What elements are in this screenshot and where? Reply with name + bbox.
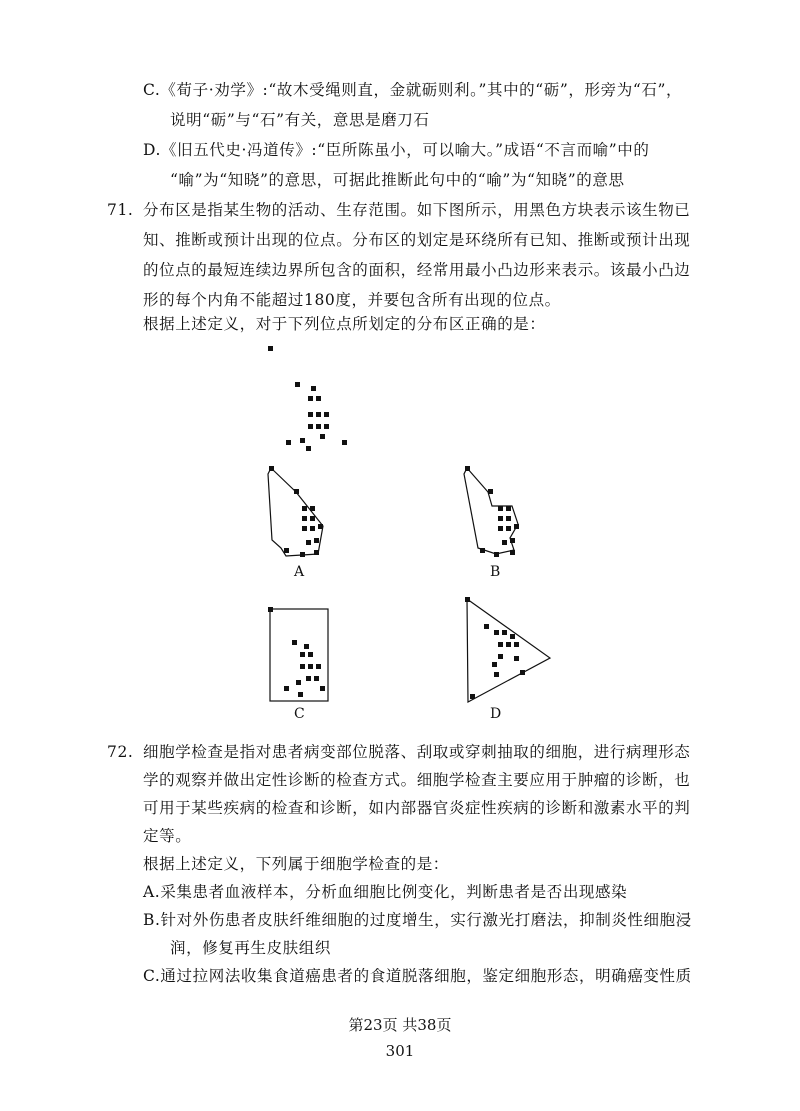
q71-text-line1: 分布区是指某生物的活动、生存范围。如下图所示，用黑色方块表示该生物已 <box>143 201 691 219</box>
site-point-marker <box>314 550 319 555</box>
site-point-marker <box>295 382 300 387</box>
site-point-marker <box>506 642 511 647</box>
site-point-marker <box>304 644 309 649</box>
site-point-marker <box>510 538 515 543</box>
site-point-marker <box>308 652 313 657</box>
q72-number: 72. <box>107 743 134 761</box>
page-number: 301 <box>385 1042 415 1060</box>
site-point-marker <box>316 396 321 401</box>
site-point-marker <box>306 676 311 681</box>
site-point-marker <box>284 548 289 553</box>
option-d-hull <box>467 599 550 702</box>
site-point-marker <box>465 466 470 471</box>
site-point-marker <box>292 640 297 645</box>
q71-option-d-figure <box>458 594 558 704</box>
site-point-marker <box>316 424 321 429</box>
original-points <box>268 346 347 451</box>
site-point-marker <box>308 664 313 669</box>
site-point-marker <box>498 526 503 531</box>
option-a-label: A <box>294 564 305 580</box>
q72-text-line2: 学的观察并做出定性诊断的检查方式。细胞学检查主要应用于肿瘤的诊断，也 <box>143 771 691 789</box>
site-point-marker <box>498 654 503 659</box>
q72-text-line1: 细胞学检查是指对患者病变部位脱落、刮取或穿刺抽取的细胞，进行病理形态 <box>143 743 691 761</box>
site-point-marker <box>498 516 503 521</box>
site-point-marker <box>465 597 470 602</box>
site-point-marker <box>268 607 273 612</box>
site-point-marker <box>269 466 274 471</box>
q71-text-line2: 知、推断或预计出现的位点。分布区的划定是环绕所有已知、推断或预计出现 <box>143 231 691 249</box>
site-point-marker <box>502 630 507 635</box>
site-point-marker <box>302 516 307 521</box>
site-point-marker <box>302 506 307 511</box>
q71-option-c-figure <box>262 604 342 704</box>
site-point-marker <box>324 424 329 429</box>
site-point-marker <box>320 686 325 691</box>
q70-option-d-line1: D.《旧五代史·冯道传》:“臣所陈虽小，可以喻大。”成语“不言而喻”中的 <box>143 141 650 159</box>
site-point-marker <box>506 506 511 511</box>
site-point-marker <box>300 664 305 669</box>
site-point-marker <box>494 630 499 635</box>
site-point-marker <box>506 516 511 521</box>
site-point-marker <box>314 676 319 681</box>
site-point-marker <box>300 552 305 557</box>
q72-question: 根据上述定义，下列属于细胞学检查的是： <box>143 855 449 873</box>
site-point-marker <box>314 538 319 543</box>
site-point-marker <box>268 346 273 351</box>
q71-option-a-figure <box>262 462 342 562</box>
q70-option-c-line2: 说明“砺”与“石”有关，意思是磨刀石 <box>170 111 430 129</box>
q70-option-c-line1: C.《荀子·劝学》:“故木受绳则直，金就砺则利。”其中的“砺”，形旁为“石”， <box>143 81 683 99</box>
site-point-marker <box>514 524 519 529</box>
site-point-marker <box>310 516 315 521</box>
site-point-marker <box>470 694 475 699</box>
site-point-marker <box>492 662 497 667</box>
site-point-marker <box>506 526 511 531</box>
site-point-marker <box>316 412 321 417</box>
site-point-marker <box>296 680 301 685</box>
site-point-marker <box>480 548 485 553</box>
site-point-marker <box>310 506 315 511</box>
site-point-marker <box>310 526 315 531</box>
site-point-marker <box>308 396 313 401</box>
site-point-marker <box>498 642 503 647</box>
site-point-marker <box>300 652 305 657</box>
page-indicator: 第23页 共38页 <box>348 1016 452 1034</box>
site-point-marker <box>488 489 493 494</box>
q72-option-c: C.通过拉网法收集食道癌患者的食道脱落细胞，鉴定细胞形态，明确癌变性质 <box>143 967 692 985</box>
site-point-marker <box>494 672 499 677</box>
q72-text-line3: 可用于某些疾病的检查和诊断，如内部器官炎症性疾病的诊断和激素水平的判 <box>143 799 691 817</box>
q71-number: 71. <box>107 201 134 219</box>
site-point-marker <box>498 506 503 511</box>
site-point-marker <box>308 412 313 417</box>
option-b-label: B <box>490 564 501 580</box>
site-point-marker <box>502 540 507 545</box>
site-point-marker <box>484 624 489 629</box>
site-point-marker <box>520 670 525 675</box>
site-point-marker <box>294 489 299 494</box>
site-point-marker <box>311 386 316 391</box>
q72-text-line4: 定等。 <box>143 827 192 845</box>
q71-question: 根据上述定义，对于下列位点所划定的分布区正确的是： <box>143 315 546 333</box>
q72-option-b-line1: B.针对外伤患者皮肤纤维细胞的过度增生，实行激光打磨法，抑制炎性细胞浸 <box>143 911 692 929</box>
site-point-marker <box>494 552 499 557</box>
option-d-label: D <box>490 706 502 722</box>
site-point-marker <box>514 642 519 647</box>
site-point-marker <box>510 550 515 555</box>
q70-option-d-line2: “喻”为“知晓”的意思，可据此推断此句中的“喻”为“知晓”的意思 <box>170 171 625 189</box>
q71-text-line3: 的位点的最短连续边界所包含的面积，经常用最小凸边形来表示。该最小凸边 <box>143 261 691 279</box>
q71-option-b-figure <box>458 462 538 562</box>
site-point-marker <box>324 412 329 417</box>
site-point-marker <box>302 526 307 531</box>
site-point-marker <box>318 524 323 529</box>
q72-option-b-line2: 润，修复再生皮肤组织 <box>170 939 332 957</box>
q72-option-a: A.采集患者血液样本，分析血细胞比例变化，判断患者是否出现感染 <box>143 883 628 901</box>
site-point-marker <box>316 664 321 669</box>
site-point-marker <box>342 440 347 445</box>
site-point-marker <box>510 634 515 639</box>
site-point-marker <box>298 692 303 697</box>
option-c-hull <box>270 609 328 701</box>
q71-original-points-figure <box>260 340 360 460</box>
site-point-marker <box>514 656 519 661</box>
site-point-marker <box>284 686 289 691</box>
site-point-marker <box>320 434 325 439</box>
site-point-marker <box>306 540 311 545</box>
site-point-marker <box>306 446 311 451</box>
site-point-marker <box>300 438 305 443</box>
option-c-label: C <box>294 706 305 722</box>
q71-text-line4: 形的每个内角不能超过180度，并要包含所有出现的位点。 <box>143 291 561 309</box>
site-point-marker <box>286 440 291 445</box>
site-point-marker <box>308 424 313 429</box>
